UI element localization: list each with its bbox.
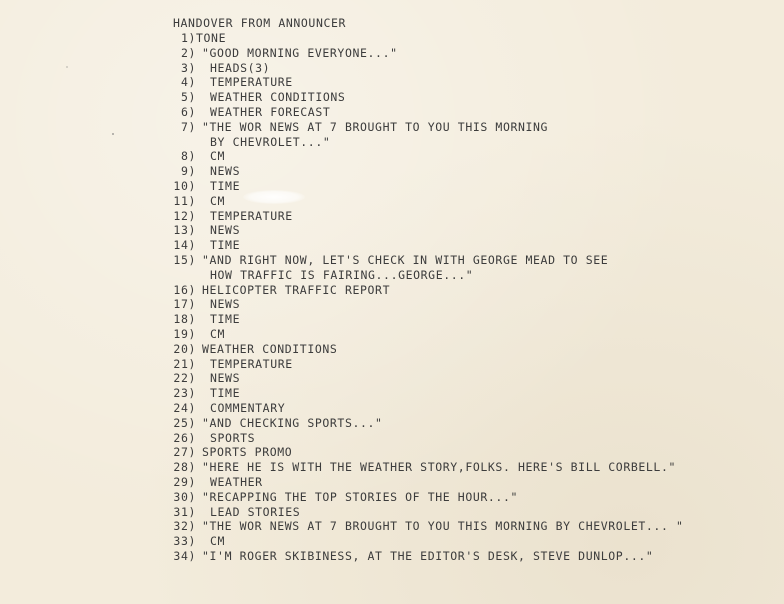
- item-text: NEWS: [210, 164, 241, 179]
- rundown-item: [172, 505, 684, 520]
- item-text: "RECAPPING THE TOP STORIES OF THE HOUR...": [202, 489, 518, 504]
- item-text: WEATHER: [210, 474, 263, 489]
- rundown-item: [172, 75, 684, 90]
- item-number: 11): [173, 193, 196, 208]
- rundown-item: [172, 386, 684, 401]
- item-text: "AND CHECKING SPORTS...": [202, 415, 383, 430]
- item-number: 23): [173, 386, 196, 401]
- item-number: 30): [173, 489, 196, 504]
- item-text: HEADS(3): [210, 60, 271, 75]
- rundown-item: [172, 31, 684, 46]
- item-number: 22): [173, 371, 196, 386]
- rundown-item: [172, 549, 684, 564]
- rundown-item: [172, 327, 684, 342]
- item-text: "THE WOR NEWS AT 7 BROUGHT TO YOU THIS MORNING: [202, 119, 549, 134]
- rundown-item: [172, 120, 684, 150]
- item-text: "HERE HE IS WITH THE WEATHER STORY,FOLKS. HERE'S BILL CORBELL.": [202, 460, 676, 475]
- item-text: CM: [210, 149, 226, 164]
- item-number: 33): [173, 534, 196, 549]
- item-text: SPORTS PROMO: [202, 445, 293, 460]
- item-text: CM: [210, 534, 226, 549]
- item-text: "I'M ROGER SKIBINESS, AT THE EDITOR'S DESK, STEVE DUNLOP...": [202, 548, 654, 563]
- item-number: 10): [173, 178, 196, 193]
- item-number: 25): [173, 415, 196, 430]
- item-text: SPORTS: [210, 430, 256, 445]
- rundown-item: [172, 342, 684, 357]
- item-number: 29): [173, 474, 196, 489]
- item-text: NEWS: [210, 297, 241, 312]
- item-text: TIME: [210, 386, 241, 401]
- item-text: TEMPERATURE: [210, 208, 293, 223]
- item-text: WEATHER CONDITIONS: [210, 90, 346, 105]
- item-text: "AND RIGHT NOW, LET'S CHECK IN WITH GEORGE MEAD TO SEE: [202, 252, 609, 267]
- item-number: 12): [173, 208, 196, 223]
- rundown-item: [172, 416, 684, 431]
- item-text: TONE: [196, 31, 227, 45]
- item-text: TIME: [210, 238, 241, 253]
- rundown-item: [172, 534, 684, 549]
- rundown-item: [172, 401, 684, 416]
- item-number: 19): [173, 326, 196, 341]
- rundown-item: [172, 357, 684, 372]
- item-text: TIME: [210, 178, 241, 193]
- rundown-item: [172, 61, 684, 76]
- item-text: TIME: [210, 312, 241, 327]
- item-text: "THE WOR NEWS AT 7 BROUGHT TO YOU THIS MORNING BY CHEVROLET... ": [202, 519, 684, 534]
- rundown-item: [172, 312, 684, 327]
- item-text: NEWS: [210, 223, 241, 238]
- item-text: NEWS: [210, 371, 241, 386]
- correction-fluid-mark: [243, 190, 305, 204]
- item-number: 26): [173, 430, 196, 445]
- rundown-item: [172, 90, 684, 105]
- document-title: HANDOVER FROM ANNOUNCER: [173, 16, 347, 30]
- item-number: 8): [180, 149, 196, 164]
- item-number: 3): [180, 60, 196, 75]
- rundown-item: [172, 283, 684, 298]
- item-number: 17): [173, 297, 196, 312]
- item-number: 2): [180, 45, 196, 60]
- rundown-item: [172, 460, 684, 475]
- rundown-item: [172, 519, 684, 534]
- item-number: 34): [173, 548, 196, 563]
- item-text: TEMPERATURE: [210, 75, 293, 90]
- item-number: 15): [173, 252, 196, 267]
- rundown-item: [172, 164, 684, 179]
- item-text: COMMENTARY: [210, 400, 286, 415]
- item-text: TEMPERATURE: [210, 356, 293, 371]
- item-number: 14): [173, 238, 196, 253]
- item-number: 27): [173, 445, 196, 460]
- item-text-continuation: BY CHEVROLET...": [210, 134, 331, 149]
- rundown-item: [172, 371, 684, 386]
- item-number: 24): [173, 400, 196, 415]
- item-number: 20): [173, 341, 196, 356]
- item-text: HELICOPTER TRAFFIC REPORT: [202, 282, 391, 297]
- item-number: 1): [180, 31, 196, 45]
- item-text: "GOOD MORNING EVERYONE...": [202, 45, 398, 60]
- rundown-item: [172, 46, 684, 61]
- item-number: 5): [180, 90, 196, 105]
- item-text-continuation: HOW TRAFFIC IS FAIRING...GEORGE...": [210, 267, 474, 282]
- rundown-item: [172, 105, 684, 120]
- item-number: 6): [180, 104, 196, 119]
- rundown-item: [172, 253, 684, 283]
- paper-speck: [112, 133, 114, 135]
- rundown-item: [172, 209, 684, 224]
- item-text: WEATHER FORECAST: [210, 104, 331, 119]
- item-number: 13): [173, 223, 196, 238]
- rundown-item: [172, 238, 684, 253]
- item-text: WEATHER CONDITIONS: [202, 341, 338, 356]
- item-number: 21): [173, 356, 196, 371]
- item-number: 16): [173, 282, 196, 297]
- rundown-item: [172, 149, 684, 164]
- item-number: 4): [180, 75, 196, 90]
- item-text: LEAD STORIES: [210, 504, 301, 519]
- rundown-item: [172, 445, 684, 460]
- rundown-item: [172, 431, 684, 446]
- item-text: CM: [210, 193, 226, 208]
- item-number: 18): [173, 312, 196, 327]
- rundown-item: [172, 490, 684, 505]
- rundown-item: [172, 297, 684, 312]
- item-number: 32): [173, 519, 196, 534]
- rundown-item: [172, 223, 684, 238]
- paper-speck: [66, 66, 68, 68]
- item-number: 7): [180, 119, 196, 134]
- rundown-list: [172, 31, 684, 564]
- rundown-item: [172, 475, 684, 490]
- item-number: 9): [180, 164, 196, 179]
- item-text: CM: [210, 326, 226, 341]
- rundown-item: [172, 179, 684, 194]
- item-number: 28): [173, 460, 196, 475]
- item-number: 31): [173, 504, 196, 519]
